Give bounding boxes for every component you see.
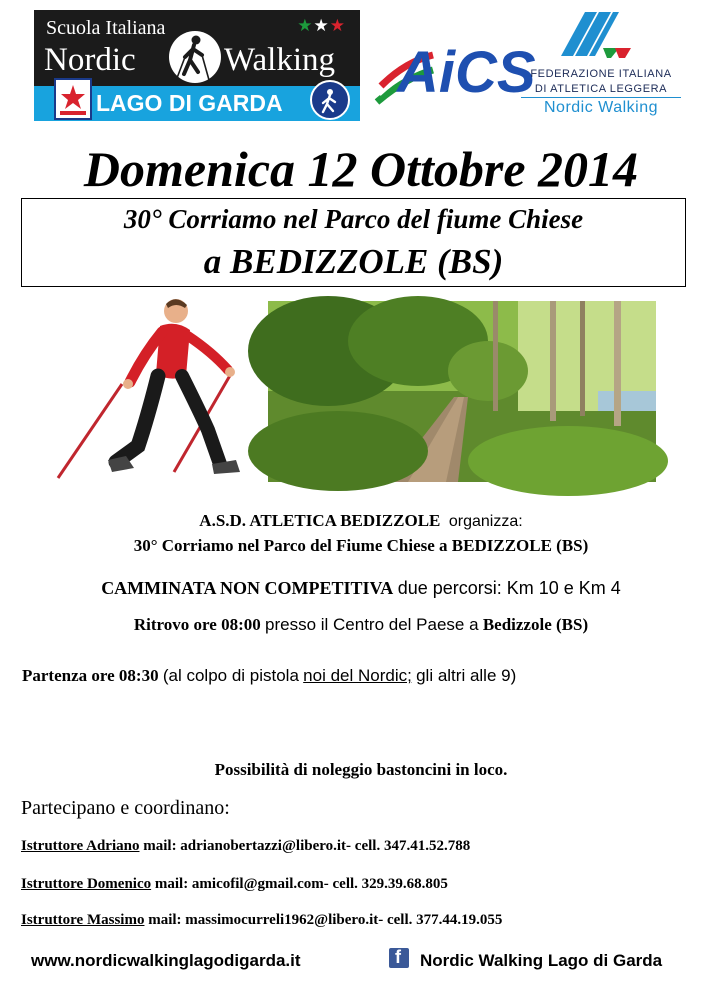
- contact-name: Istruttore Domenico: [21, 876, 152, 892]
- contact-row: [21, 912, 502, 929]
- organizer-line: [0, 511, 722, 531]
- start-text-a: (al colpo di pistola: [162, 666, 299, 685]
- logo-nordic-text: Nordic: [44, 42, 136, 78]
- fidal-nordic-walking: Nordic Walking: [521, 97, 681, 117]
- logo-walking-text: Walking: [224, 42, 335, 78]
- participants-title: Partecipano e coordinano:: [21, 797, 230, 819]
- contact-info: mail: adrianobertazzi@libero.it- cell. 347.41.52.788: [143, 838, 471, 854]
- contact-row: [21, 838, 470, 855]
- event-title-box: [21, 198, 686, 287]
- logo-school-text: Scuola Italiana: [46, 17, 166, 39]
- fidal-name-line2: DI ATLETICA LEGGERA: [534, 83, 668, 95]
- pole-rental-note: Possibilità di noleggio bastoncini in loco.: [214, 760, 508, 779]
- lake-garda-band: [34, 86, 360, 121]
- contact-name: Istruttore Massimo: [21, 912, 145, 928]
- event-full-name: 30° Corriamo nel Parco del Fiume Chiese a BEDIZZOLE (BS): [133, 536, 589, 555]
- start-line: [22, 666, 516, 686]
- facebook-page-link[interactable]: Nordic Walking Lago di Garda: [420, 951, 663, 970]
- contact-info: mail: massimocurreli1962@libero.it- cell. 377.44.19.055: [148, 912, 503, 928]
- start-text-b: gli altri alle 9): [416, 666, 517, 685]
- aics-text: AiCS: [397, 40, 536, 105]
- lake-garda-text: LAGO DI GARDA: [96, 90, 283, 116]
- nordic-walker-illustration: [52, 296, 248, 484]
- organizer-name: A.S.D. ATLETICA BEDIZZOLE: [199, 511, 441, 530]
- event-place: a BEDIZZOLE (BS): [203, 242, 504, 281]
- start-time: Partenza ore 08:30: [22, 666, 159, 685]
- facebook-icon: [389, 948, 409, 968]
- event-date: Domenica 12 Ottobre 2014: [83, 141, 639, 197]
- park-path-photo: [268, 301, 656, 482]
- aics-logo: [375, 30, 536, 110]
- organizer-verb: organizza:: [448, 513, 523, 530]
- contact-row: [21, 876, 448, 893]
- meeting-text: presso il Centro del Paese a: [265, 615, 479, 634]
- meeting-place: Bedizzole (BS): [482, 615, 589, 634]
- start-text-underlined: noi del Nordic;: [303, 666, 412, 685]
- fidal-name-line1: FEDERAZIONE ITALIANA: [530, 68, 672, 80]
- website-link[interactable]: www.nordicwalkinglagodigarda.it: [31, 951, 301, 970]
- walker-silhouette-icon: [169, 28, 221, 86]
- nordic-walker-badge-icon: [310, 80, 350, 120]
- nordic-walking-school-logo: [34, 10, 360, 121]
- facebook-glyph: f: [395, 947, 401, 967]
- meeting-time: Ritrovo ore 08:00: [133, 615, 261, 634]
- club-badge-icon: [54, 78, 92, 120]
- event-title: 30° Corriamo nel Parco del fiume Chiese: [123, 204, 584, 234]
- walk-routes: due percorsi: Km 10 e Km 4: [397, 578, 621, 598]
- meeting-line: [0, 615, 722, 635]
- stars-icon: ★★★: [297, 16, 346, 35]
- contact-name: Istruttore Adriano: [21, 838, 140, 854]
- fidal-stripes-icon: [515, 10, 680, 66]
- fidal-logo: [515, 10, 680, 122]
- walk-type: CAMMINATA NON COMPETITIVA: [101, 578, 394, 598]
- contact-info: mail: amicofil@gmail.com- cell. 329.39.68.805: [154, 876, 448, 892]
- walk-info-line: [0, 578, 722, 599]
